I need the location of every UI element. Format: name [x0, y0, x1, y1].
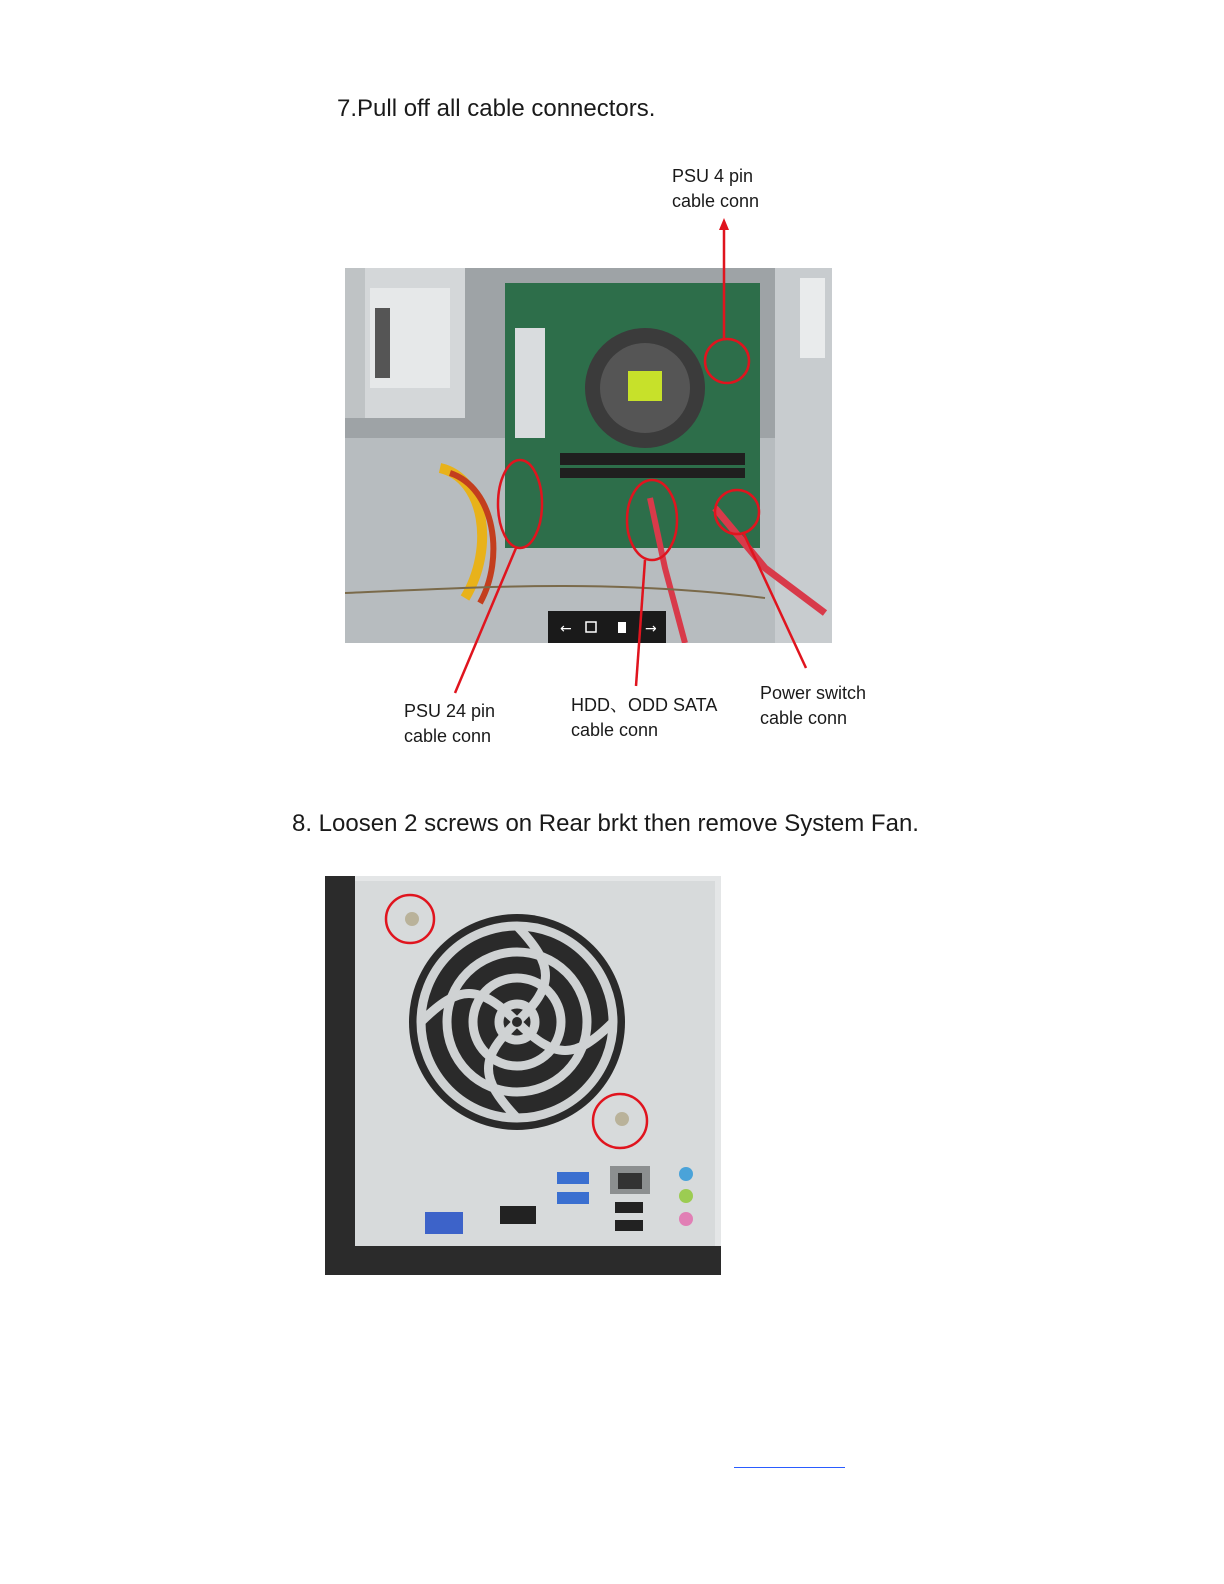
- callout-power-switch-line2: cable conn: [760, 708, 848, 728]
- step-8-title: 8. Loosen 2 screws on Rear brkt then remove System Fan.: [292, 810, 919, 837]
- svg-text:←: ←: [560, 621, 572, 637]
- callout-psu-24-pin-line2: cable conn: [404, 726, 492, 746]
- callout-hdd-odd-sata: [571, 693, 717, 743]
- screw-circle-bottom-right: [593, 1094, 647, 1148]
- psu-4-pin-arrowhead: [719, 218, 729, 230]
- callout-psu-24-pin-line1: PSU 24 pin: [404, 701, 496, 721]
- callout-psu-24-pin: [404, 699, 495, 749]
- callout-psu-4-pin-line2: cable conn: [672, 191, 760, 211]
- screw-circle-top-left: [386, 895, 434, 943]
- step-8-annotations: [0, 860, 1224, 1300]
- sata-circle: [627, 480, 677, 560]
- callout-power-switch: [760, 681, 866, 731]
- callout-hdd-odd-sata-line1: HDD、ODD SATA: [571, 695, 718, 715]
- svg-text:→: →: [645, 621, 657, 637]
- sata-line: [636, 560, 645, 686]
- psu-24-pin-circle: [498, 460, 542, 548]
- footer-link-underline[interactable]: [734, 1467, 845, 1468]
- step-7-title: 7.Pull off all cable connectors.: [337, 95, 656, 122]
- callout-power-switch-line1: Power switch: [760, 683, 867, 703]
- power-switch-circle: [715, 490, 759, 534]
- callout-psu-4-pin-line1: PSU 4 pin: [672, 166, 754, 186]
- psu-4-pin-circle: [705, 339, 749, 383]
- power-switch-line: [743, 532, 806, 668]
- callout-hdd-odd-sata-line2: cable conn: [571, 720, 659, 740]
- psu-24-pin-line: [455, 548, 516, 693]
